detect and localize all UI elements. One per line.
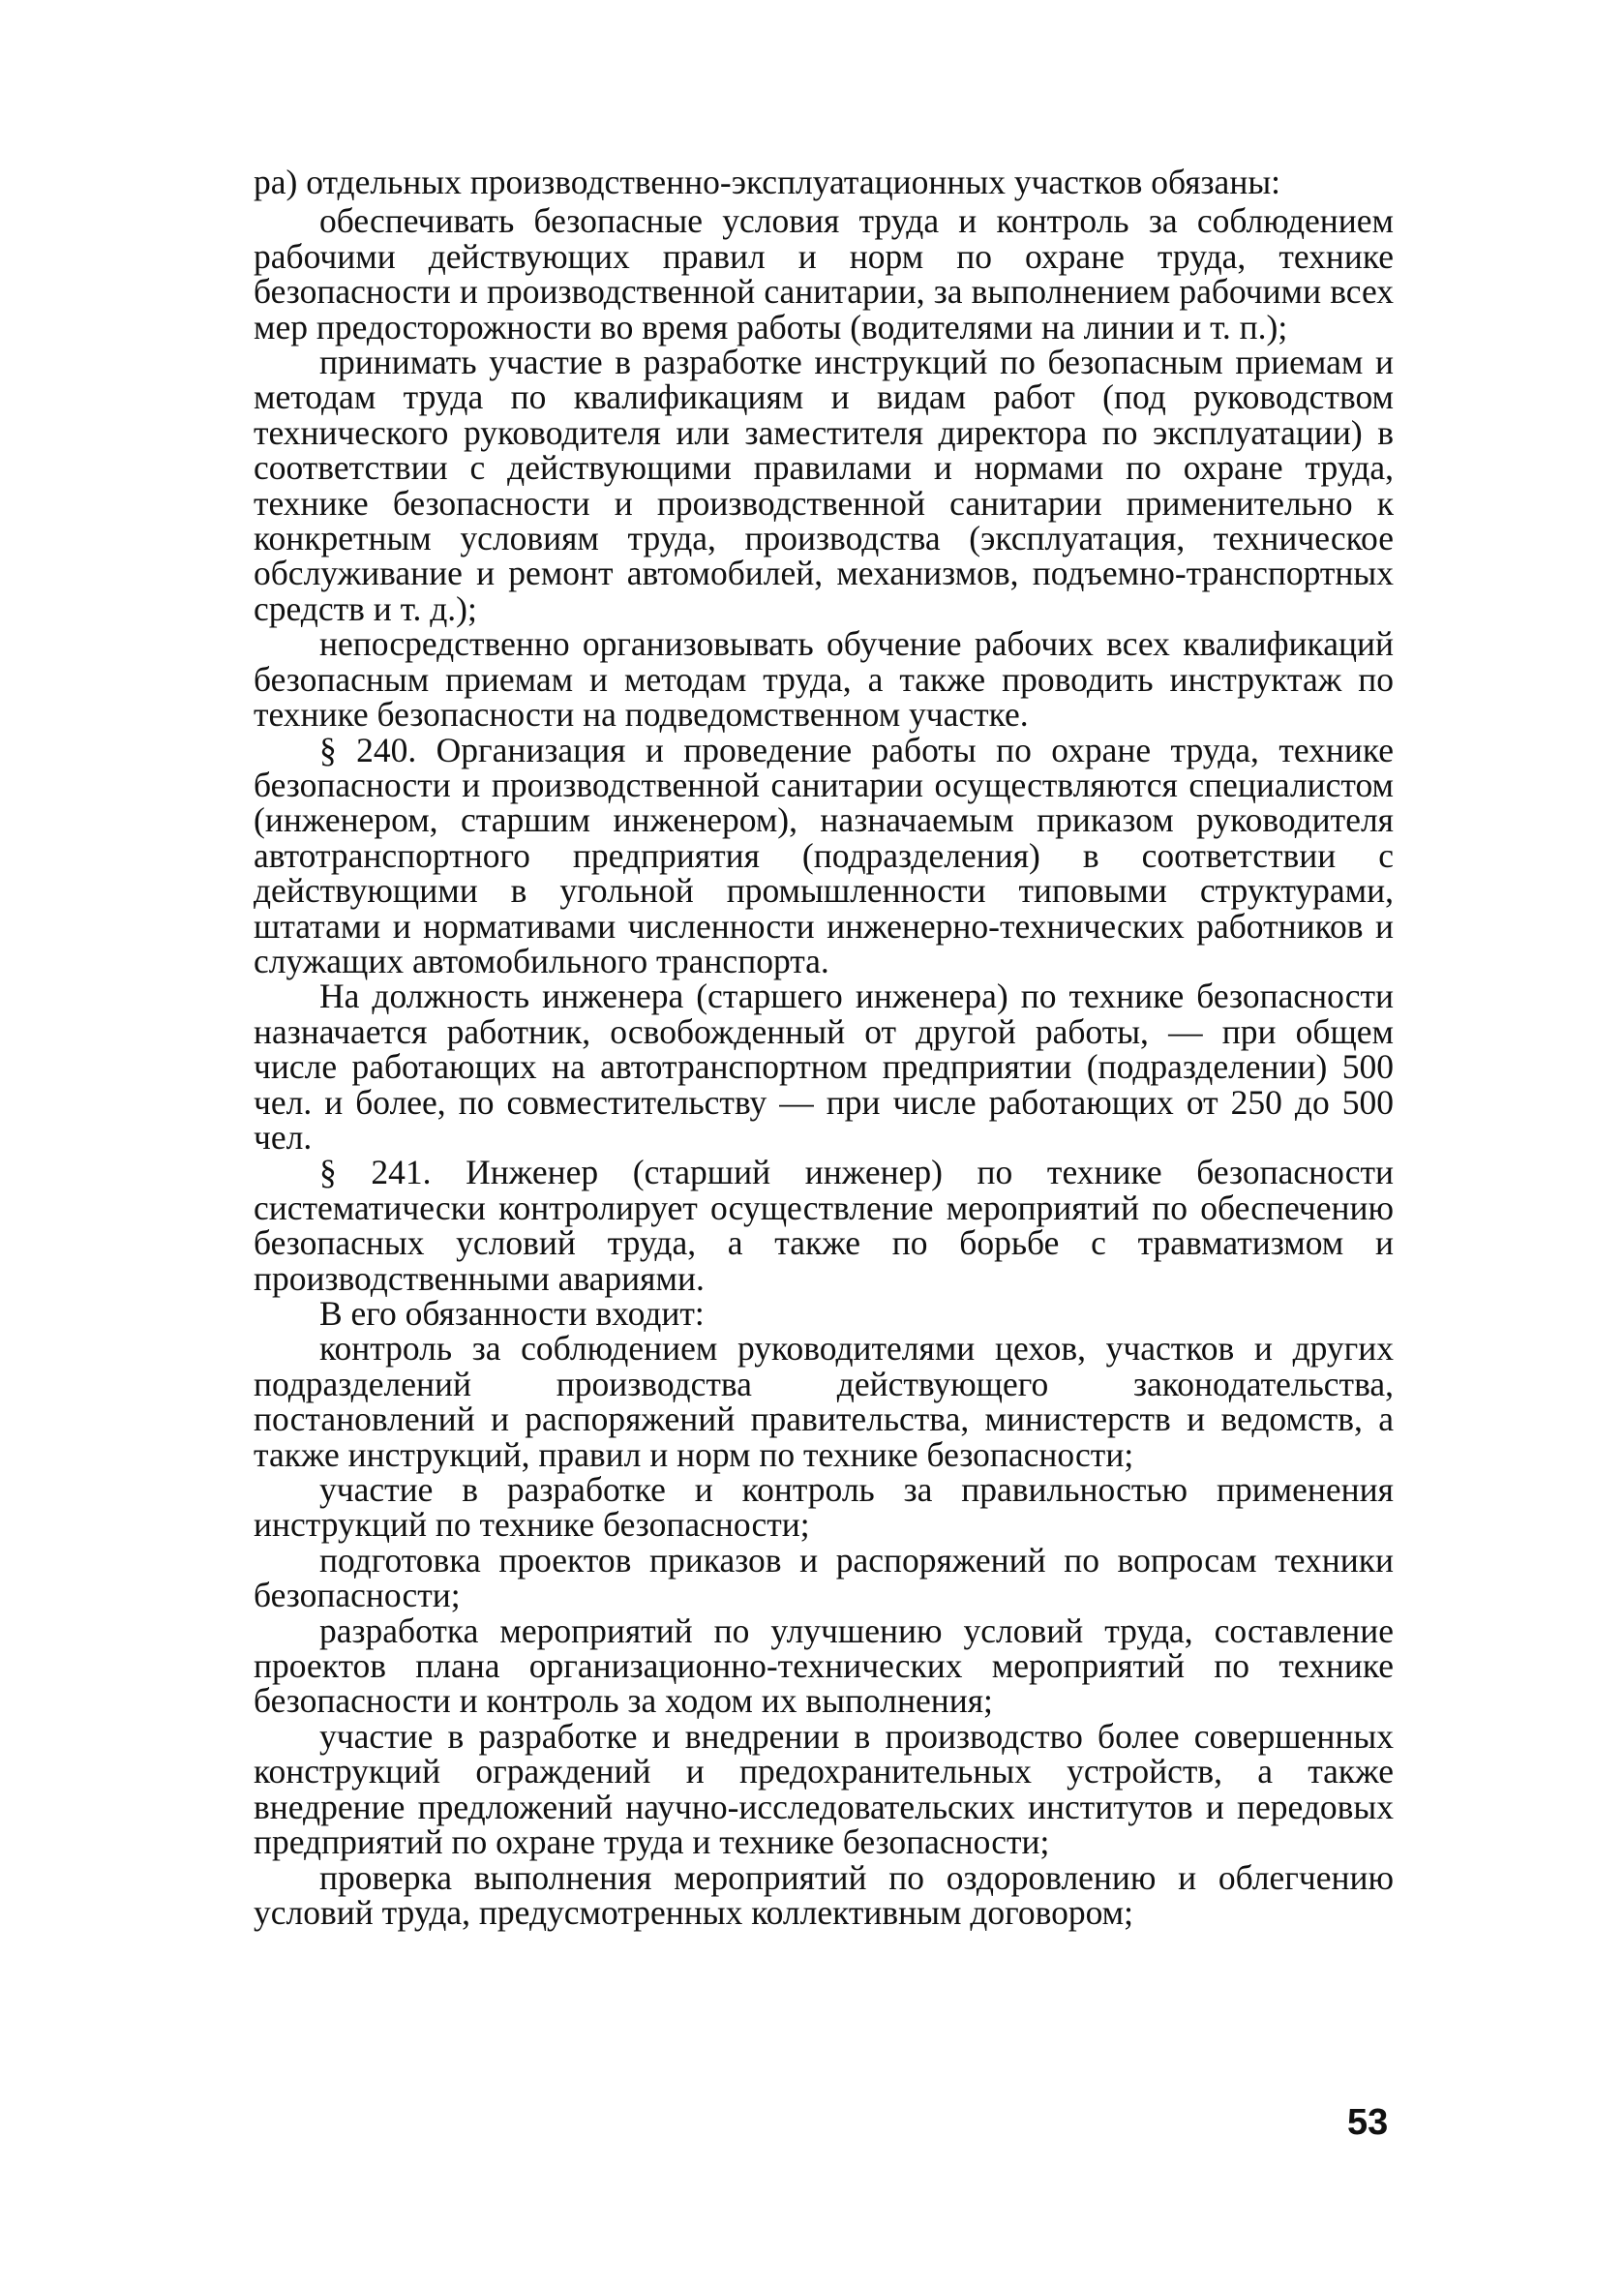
paragraph-continuation: ра) отдельных производственно-эксплуатационных участков обязаны:	[254, 163, 1281, 201]
paragraph-duty-verification: проверка выполнения мероприятий по оздоровлению и облегчению условий труда, предусмотренных коллективным договором;	[254, 1857, 1394, 1932]
paragraph-duty-control: контроль за соблюдением руководителями цехов, участков и других подразделений производства действующего законодательства, постановлений и распоряжений правительства, министерств и ведомств, а также инструкций, правил и норм по технике безопасности;	[254, 1329, 1394, 1474]
paragraph-duty-implementation: участие в разработке и внедрении в производство более совершенных конструкций ограждений и предохранительных устройств, а также внедрение предложений научно-исследовательских институтов и передовых предприятий по охране труда и технике безопасности;	[254, 1716, 1394, 1862]
paragraph-duty-instructions: принимать участие в разработке инструкций по безопасным приемам и методам труда по квалификациям и видам работ (под руководством технического руководителя или заместителя директора по эксплуатации) в соответствии с действующими правилами и нормами по охране труда, технике безопасности и производственной санитарии применительно к конкретным условиям труда, производства (эксплуатация, техническое обслуживание и ремонт автомобилей, механизмов, подъемно-транспортных средств и т. д.);	[254, 343, 1394, 628]
paragraph-duty-training: непосредственно организовывать обучение рабочих всех квалификаций безопасным приемам и методам труда, а также проводить инструктаж по технике безопасности на подведомственном участке.	[254, 624, 1394, 735]
paragraph-duty-orders: подготовка проектов приказов и распоряжений по вопросам техники безопасности;	[254, 1540, 1394, 1615]
paragraph-duty-participation: участие в разработке и контроль за правильностью применения инструкций по технике безопасности;	[254, 1470, 1394, 1545]
paragraph-engineer-position: На должность инженера (старшего инженера) по технике безопасности назначается работник, освобожденный от другой работы, — при общем числе работающих на автотранспортном предприятии (подразделении) 500 чел. и более, по совместительству — при числе работающих от 250 до 500 чел.	[254, 977, 1394, 1157]
paragraph-duties-heading: В его обязанности входит:	[319, 1294, 705, 1333]
page-number: 53	[1347, 2102, 1389, 2143]
document-body	[254, 165, 1394, 1930]
paragraph-duty-measures: разработка мероприятий по улучшению условий труда, составление проектов плана организационно-технических мероприятий по технике безопасности и контроль за ходом их выполнения;	[254, 1610, 1394, 1721]
paragraph-section-240: § 240. Организация и проведение работы по охране труда, технике безопасности и производственной санитарии осуществляются специалистом (инженером, старшим инженером), назначаемым приказом руководителя автотранспортного предприятия (подразделения) в соответствии с действующими в угольной промышленности типовыми структурами, штатами и нормативами численности инженерно-технических работников и служащих автомобильного транспорта.	[254, 730, 1394, 980]
paragraph-section-241: § 241. Инженер (старший инженер) по технике безопасности систематически контролирует осуществление мероприятий по обеспечению безопасных условий труда, а также по борьбе с травматизмом и производственными авариями.	[254, 1153, 1394, 1298]
paragraph-duty-safe-conditions: обеспечивать безопасные условия труда и контроль за соблюдением рабочими действующих правил и норм по охране труда, технике безопасности и производственной санитарии, за выполнением рабочими всех мер предосторожности во время работы (водителями на линии и т. п.);	[254, 201, 1394, 346]
